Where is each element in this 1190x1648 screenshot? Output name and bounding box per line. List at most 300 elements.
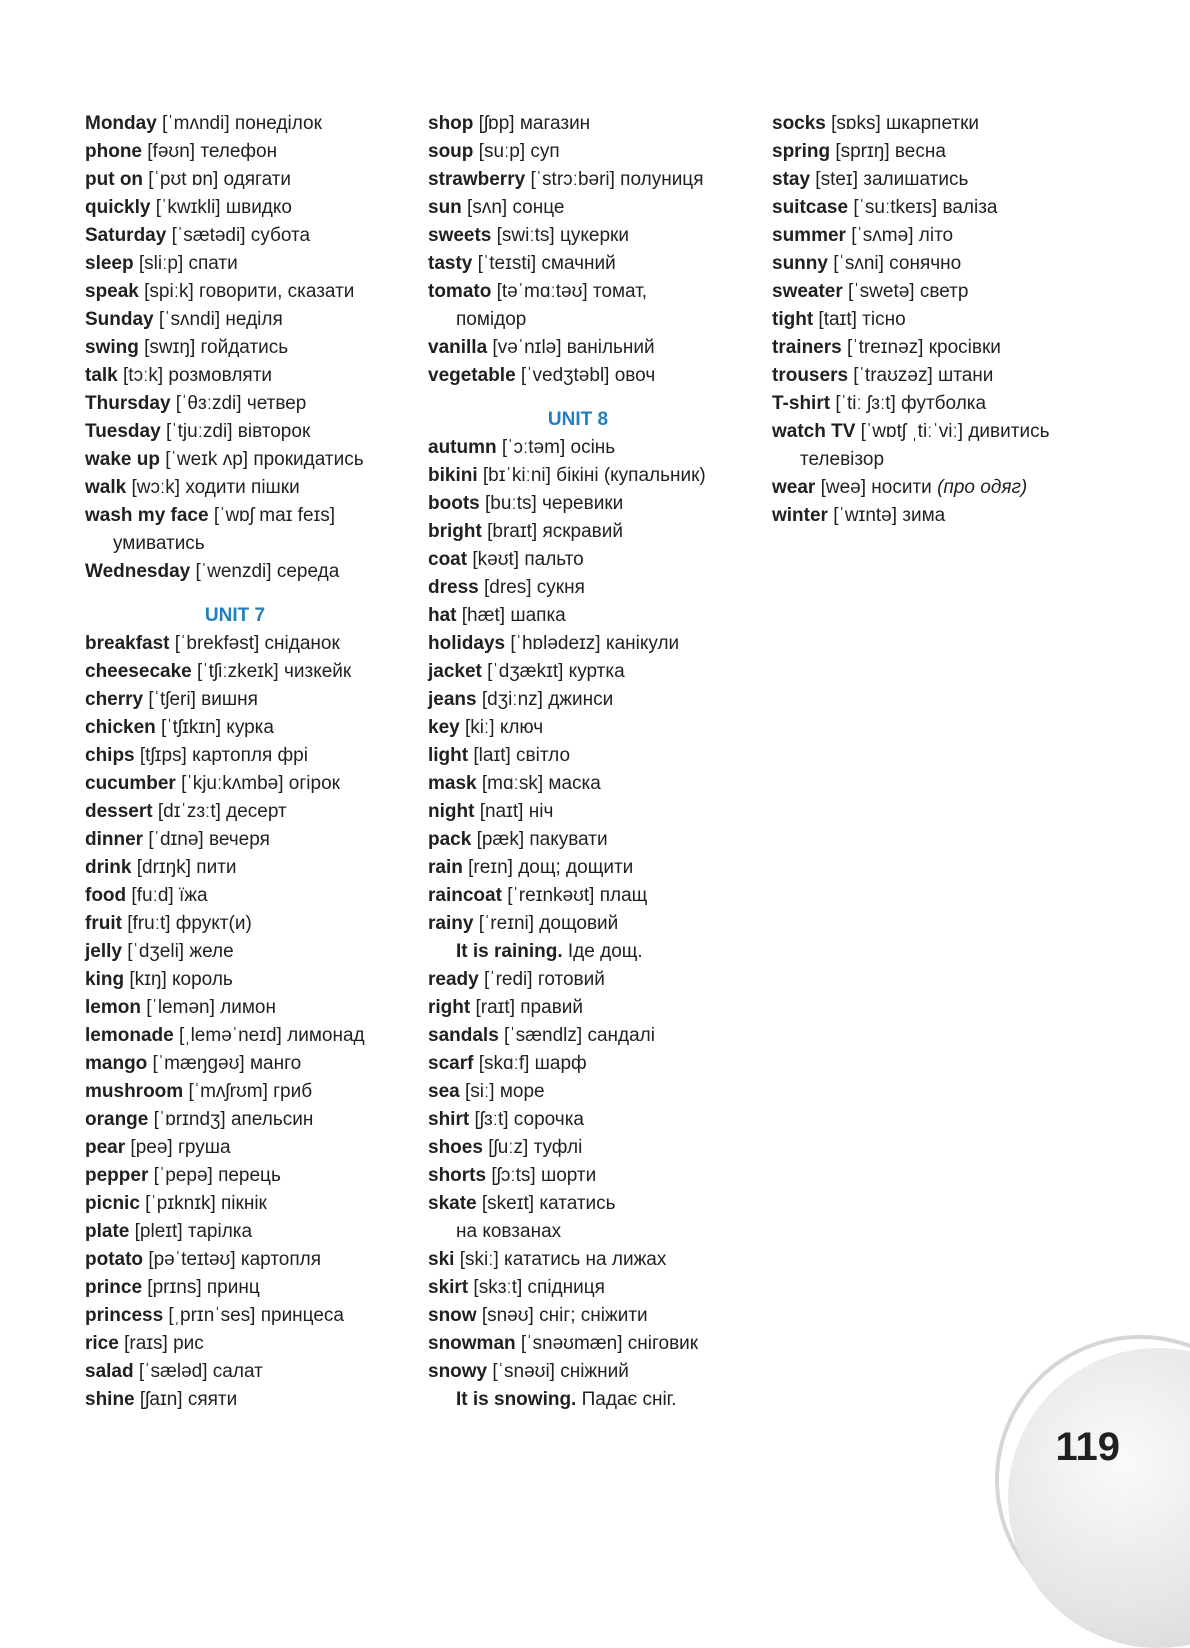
glossary-entry — [428, 1386, 758, 1414]
entry-definition: [braɪt] яскравий — [481, 521, 624, 542]
entry-word: summer — [772, 225, 846, 246]
glossary-entry — [85, 1106, 415, 1134]
unit-heading: UNIT 8 — [547, 409, 609, 430]
entry-definition: [ˈvedʒtəbl] овоч — [515, 365, 656, 386]
glossary-entry — [85, 362, 415, 390]
entry-word: Tuesday — [85, 421, 161, 442]
entry-definition: [ˈsʌmə] літо — [845, 225, 954, 246]
glossary-entry — [85, 1078, 415, 1106]
entry-word: walk — [85, 477, 127, 498]
glossary-entry — [428, 1078, 758, 1106]
entry-definition: [ˈkjuːkʌmbə] огірок — [175, 773, 340, 794]
glossary-entry — [772, 390, 1102, 418]
glossary-entry — [428, 1218, 758, 1246]
entry-definition: [ˈwɪntə] зима — [827, 505, 946, 526]
entry-definition: [ˈdʒækɪt] куртка — [481, 661, 625, 682]
entry-definition: [dres] сукня — [478, 577, 585, 598]
entry-definition: [ˈsʌndi] неділя — [153, 309, 283, 330]
entry-definition: [pæk] пакувати — [471, 829, 608, 850]
glossary-entry — [428, 826, 758, 854]
entry-definition: [ˈsnəʊi] сніжний — [487, 1361, 629, 1382]
entry-word: pepper — [85, 1165, 149, 1186]
entry-definition: [naɪt] ніч — [474, 801, 554, 822]
glossary-entry — [85, 938, 415, 966]
entry-definition: [ʃɒp] магазин — [473, 113, 591, 134]
entry-word: shorts — [428, 1165, 487, 1186]
glossary-entry — [428, 194, 758, 222]
entry-definition: [skɜːt] спідниця — [468, 1277, 605, 1298]
entry-word: speak — [85, 281, 139, 302]
entry-definition: [ˈtʃeri] вишня — [143, 689, 258, 710]
glossary-entry — [85, 334, 415, 362]
entry-word: put on — [85, 169, 144, 190]
entry-word: jeans — [428, 689, 477, 710]
glossary-entry — [772, 474, 1102, 502]
entry-word: vegetable — [428, 365, 516, 386]
entry-word: strawberry — [428, 169, 526, 190]
entry-word: T-shirt — [772, 393, 831, 414]
entry-word: quickly — [85, 197, 151, 218]
glossary-column-3 — [772, 110, 1102, 530]
entry-word: snowman — [428, 1333, 516, 1354]
entry-word: mango — [85, 1053, 148, 1074]
entry-definition: [ˈtjuːzdi] вівторок — [160, 421, 311, 442]
glossary-entry — [428, 222, 758, 250]
entry-definition: [ˈwɒʃ maɪ feɪs] — [208, 505, 336, 526]
entry-word: salad — [85, 1361, 134, 1382]
entry-definition: [hæt] шапка — [456, 605, 566, 626]
glossary-entry — [772, 138, 1102, 166]
entry-word: pear — [85, 1137, 126, 1158]
entry-word: chicken — [85, 717, 156, 738]
entry-word: stay — [772, 169, 811, 190]
entry-word: shine — [85, 1389, 135, 1410]
glossary-entry — [428, 1162, 758, 1190]
entry-definition: [ˈlemən] лимон — [140, 997, 276, 1018]
entry-definition: [ʃɜːt] сорочка — [469, 1109, 584, 1130]
entry-word: rain — [428, 857, 463, 878]
entry-definition: [ˈtiː ʃɜːt] футболка — [830, 393, 987, 414]
glossary-entry — [85, 278, 415, 306]
glossary-entry — [85, 1134, 415, 1162]
glossary-entry — [85, 910, 415, 938]
entry-word: breakfast — [85, 633, 170, 654]
entry-word: holidays — [428, 633, 506, 654]
glossary-entry — [772, 418, 1102, 446]
glossary-entry — [85, 994, 415, 1022]
glossary-entry — [428, 546, 758, 574]
glossary-entry — [428, 854, 758, 882]
entry-word: trousers — [772, 365, 849, 386]
glossary-entry — [85, 1330, 415, 1358]
entry-word: rice — [85, 1333, 119, 1354]
entry-word: light — [428, 745, 469, 766]
glossary-entry — [85, 250, 415, 278]
entry-word: Wednesday — [85, 561, 191, 582]
entry-definition: [prɪns] принц — [142, 1277, 260, 1298]
entry-word: trainers — [772, 337, 842, 358]
glossary-entry — [772, 278, 1102, 306]
entry-word: tasty — [428, 253, 473, 274]
entry-definition: [ˈwɒtʃ ˌtiːˈviː] дивитись — [855, 421, 1050, 442]
entry-word: shop — [428, 113, 474, 134]
glossary-entry — [85, 798, 415, 826]
glossary-entry — [428, 1190, 758, 1218]
glossary-entry — [428, 742, 758, 770]
glossary-entry — [772, 166, 1102, 194]
entry-definition: [ˈweɪk ʌp] прокидатись — [159, 449, 364, 470]
entry-definition: на ковзанах — [456, 1221, 562, 1242]
entry-definition: [ˈmʌndi] понеділок — [156, 113, 322, 134]
glossary-entry — [428, 1022, 758, 1050]
entry-word: cheesecake — [85, 661, 192, 682]
entry-definition: [ˈpepə] перець — [148, 1165, 281, 1186]
glossary-entry — [85, 1302, 415, 1330]
entry-definition: [laɪt] світло — [468, 745, 571, 766]
entry-word: snow — [428, 1305, 477, 1326]
entry-definition: [ˈbrekfəst] сніданок — [169, 633, 340, 654]
entry-word: ski — [428, 1249, 455, 1270]
glossary-entry — [85, 742, 415, 770]
entry-definition: [ˈtreɪnəz] кросівки — [841, 337, 1001, 358]
entry-definition: [sprɪŋ] весна — [830, 141, 946, 162]
entry-word: sleep — [85, 253, 134, 274]
glossary-entry — [428, 770, 758, 798]
entry-definition: [ʃaɪn] сяяти — [134, 1389, 238, 1410]
entry-definition: [ˈɒrɪndʒ] апельсин — [148, 1109, 314, 1130]
entry-definition: [ˈsnəʊmæn] сніговик — [515, 1333, 699, 1354]
glossary-entry — [85, 138, 415, 166]
entry-word: rainy — [428, 913, 474, 934]
entry-definition: [skeɪt] кататись — [476, 1193, 616, 1214]
entry-definition: умиватись — [113, 533, 205, 554]
entry-definition: [ˈθɜːzdi] четвер — [170, 393, 307, 414]
glossary-entry — [428, 1050, 758, 1078]
glossary-entry — [428, 1330, 758, 1358]
entry-list — [85, 630, 415, 1414]
entry-definition: [ˈreɪni] дощовий — [473, 913, 619, 934]
glossary-entry — [428, 110, 758, 138]
entry-word: sweets — [428, 225, 492, 246]
entry-word: picnic — [85, 1193, 140, 1214]
entry-word: boots — [428, 493, 480, 514]
entry-list — [428, 434, 758, 1414]
entry-list — [85, 110, 415, 586]
entry-word: swing — [85, 337, 139, 358]
glossary-entry — [85, 826, 415, 854]
entry-definition: [spiːk] говорити, сказати — [138, 281, 355, 302]
entry-word: autumn — [428, 437, 497, 458]
entry-definition: [snəʊ] сніг; сніжити — [476, 1305, 648, 1326]
entry-word: lemonade — [85, 1025, 174, 1046]
glossary-entry — [85, 1218, 415, 1246]
entry-definition: [bɪˈkiːni] бікіні (купальник) — [477, 465, 706, 486]
entry-word: sun — [428, 197, 462, 218]
entry-definition: [ˈdʒeli] желе — [121, 941, 234, 962]
entry-definition: [kəʊt] пальто — [467, 549, 584, 570]
glossary-entry — [85, 714, 415, 742]
entry-definition: [ˈhɒlədeɪz] канікули — [505, 633, 680, 654]
entry-word: right — [428, 997, 471, 1018]
entry-definition: [fruːt] фрукт(и) — [121, 913, 252, 934]
entry-definition: [ˈɔːtəm] осінь — [496, 437, 616, 458]
entry-definition: [ˈtʃiːzkeɪk] чизкейк — [191, 661, 352, 682]
glossary-entry — [428, 1274, 758, 1302]
glossary-entry — [428, 910, 758, 938]
glossary-entry — [772, 194, 1102, 222]
entry-definition: [ʃuːz] туфлі — [482, 1137, 583, 1158]
entry-word: key — [428, 717, 460, 738]
entry-definition: [təˈmɑːtəʊ] томат, — [491, 281, 648, 302]
entry-word: dress — [428, 577, 479, 598]
glossary-entry — [428, 1302, 758, 1330]
glossary-entry — [85, 222, 415, 250]
entry-word: phone — [85, 141, 142, 162]
unit-heading: UNIT 7 — [204, 605, 266, 626]
entry-word: wash my face — [85, 505, 209, 526]
glossary-entry — [428, 630, 758, 658]
entry-definition: [ˈsændlz] сандалі — [498, 1025, 655, 1046]
entry-definition: [skiː] кататись на лижах — [454, 1249, 667, 1270]
entry-list — [428, 110, 758, 390]
entry-definition: [ˈmæŋgəʊ] манго — [147, 1053, 302, 1074]
entry-word: pack — [428, 829, 472, 850]
entry-word: tomato — [428, 281, 492, 302]
entry-definition: [mɑːsk] маска — [476, 773, 601, 794]
glossary-entry — [428, 334, 758, 362]
entry-word: sandals — [428, 1025, 499, 1046]
glossary-entry — [85, 446, 415, 474]
entry-definition: [ʃɔːts] шорти — [486, 1165, 597, 1186]
entry-definition: [sʌn] сонце — [461, 197, 565, 218]
entry-definition: [ˈtraʊzəz] штани — [848, 365, 994, 386]
entry-definition: [dʒiːnz] джинси — [476, 689, 614, 710]
glossary-entry — [428, 882, 758, 910]
entry-word: dinner — [85, 829, 144, 850]
entry-word: watch TV — [772, 421, 856, 442]
glossary-entry — [85, 558, 415, 586]
entry-definition: [tɔːk] розмовляти — [117, 365, 273, 386]
entry-definition: [ˈsʌni] сонячно — [827, 253, 962, 274]
glossary-entry — [772, 110, 1102, 138]
entry-word: lemon — [85, 997, 141, 1018]
entry-definition: [reɪn] дощ; дощити — [462, 857, 634, 878]
entry-word: skate — [428, 1193, 477, 1214]
glossary-entry — [772, 306, 1102, 334]
glossary-entry — [428, 278, 758, 306]
entry-definition: [buːts] черевики — [479, 493, 624, 514]
entry-word: drink — [85, 857, 132, 878]
entry-definition: [swɪŋ] гойдатись — [138, 337, 289, 358]
entry-word: jelly — [85, 941, 122, 962]
entry-word: mushroom — [85, 1081, 184, 1102]
entry-definition: [ˈreɪnkəʊt] плащ — [501, 885, 648, 906]
glossary-entry — [85, 306, 415, 334]
entry-word: shirt — [428, 1109, 470, 1130]
glossary-entry — [428, 462, 758, 490]
entry-definition: [drɪŋk] пити — [131, 857, 237, 878]
glossary-entry — [428, 1106, 758, 1134]
entry-definition: [ˌleməˈneɪd] лимонад — [173, 1025, 365, 1046]
entry-word: bikini — [428, 465, 478, 486]
entry-word: sunny — [772, 253, 828, 274]
glossary-entry — [428, 138, 758, 166]
entry-word: wake up — [85, 449, 160, 470]
glossary-entry — [428, 714, 758, 742]
entry-definition: [kɪŋ] король — [124, 969, 233, 990]
entry-word: skirt — [428, 1277, 469, 1298]
entry-definition: [sɒks] шкарпетки — [825, 113, 980, 134]
entry-definition: Іде дощ. — [562, 941, 643, 962]
entry-word: socks — [772, 113, 826, 134]
entry-word: It is raining. — [456, 941, 563, 962]
entry-definition: [ˈpʊt ɒn] одягати — [143, 169, 292, 190]
entry-word: mask — [428, 773, 477, 794]
glossary-entry — [85, 1190, 415, 1218]
glossary-entry — [428, 966, 758, 994]
entry-definition: [ˈsætədi] субота — [166, 225, 311, 246]
entry-definition: [vəˈnɪlə] ванільний — [487, 337, 655, 358]
glossary-column-2 — [428, 110, 758, 1414]
entry-word: potato — [85, 1249, 144, 1270]
entry-word: winter — [772, 505, 828, 526]
entry-word: It is snowing. — [456, 1389, 577, 1410]
entry-word: talk — [85, 365, 118, 386]
entry-word: raincoat — [428, 885, 502, 906]
glossary-entry — [85, 474, 415, 502]
entry-definition: [ˈstrɔːbəri] полуниця — [525, 169, 704, 190]
glossary-entry — [85, 630, 415, 658]
entry-definition: [weə] носити — [815, 477, 938, 498]
entry-word: plate — [85, 1221, 130, 1242]
glossary-entry — [85, 502, 415, 530]
entry-definition: [ˈmʌʃrʊm] гриб — [183, 1081, 313, 1102]
entry-word: Saturday — [85, 225, 167, 246]
glossary-entry — [85, 530, 415, 558]
entry-word: scarf — [428, 1053, 474, 1074]
entry-definition: [ˈteɪsti] смачний — [472, 253, 616, 274]
glossary-entry — [85, 1050, 415, 1078]
glossary-entry — [85, 854, 415, 882]
entry-definition: [suːp] суп — [473, 141, 560, 162]
entry-word: ready — [428, 969, 479, 990]
glossary-entry — [772, 250, 1102, 278]
entry-definition: [sliːp] спати — [133, 253, 238, 274]
glossary-entry — [428, 686, 758, 714]
entry-word: snowy — [428, 1361, 488, 1382]
entry-definition: [ˈpɪknɪk] пікнік — [139, 1193, 267, 1214]
entry-definition: [skɑːf] шарф — [473, 1053, 587, 1074]
entry-definition: [ˈswetə] светр — [842, 281, 969, 302]
entry-definition: [steɪ] залишатись — [810, 169, 969, 190]
entry-word: food — [85, 885, 127, 906]
entry-word: sea — [428, 1081, 460, 1102]
entry-word: hat — [428, 605, 457, 626]
entry-word: night — [428, 801, 475, 822]
entry-word: orange — [85, 1109, 149, 1130]
glossary-entry — [428, 490, 758, 518]
glossary-entry — [428, 574, 758, 602]
glossary-entry — [772, 446, 1102, 474]
glossary-entry — [85, 1274, 415, 1302]
entry-definition: [ˈkwɪkli] швидко — [150, 197, 292, 218]
entry-definition: [dɪˈzɜːt] десерт — [152, 801, 287, 822]
entry-word: cherry — [85, 689, 144, 710]
glossary-entry — [428, 306, 758, 334]
glossary-entry — [428, 166, 758, 194]
entry-word: Monday — [85, 113, 157, 134]
entry-word: bright — [428, 521, 482, 542]
entry-definition: [tʃɪps] картопля фрі — [134, 745, 308, 766]
glossary-entry — [772, 334, 1102, 362]
entry-note: (про одяг) — [937, 477, 1028, 498]
entry-definition: [pəˈteɪtəʊ] картопля — [143, 1249, 322, 1270]
entry-definition: [swiːts] цукерки — [491, 225, 629, 246]
glossary-entry — [85, 1022, 415, 1050]
glossary-entry — [85, 166, 415, 194]
entry-definition: [fəʊn] телефон — [142, 141, 278, 162]
glossary-entry — [85, 882, 415, 910]
page-number: 119 — [1055, 1425, 1120, 1469]
glossary-entry — [85, 1358, 415, 1386]
entry-definition: [ˌprɪnˈses] принцеса — [163, 1305, 344, 1326]
glossary-entry — [85, 194, 415, 222]
glossary-entry — [85, 966, 415, 994]
glossary-entry — [85, 1162, 415, 1190]
entry-word: Thursday — [85, 393, 171, 414]
glossary-entry — [772, 362, 1102, 390]
entry-definition: [siː] море — [459, 1081, 545, 1102]
entry-definition: [peə] груша — [125, 1137, 231, 1158]
entry-word: dessert — [85, 801, 153, 822]
entry-word: tight — [772, 309, 814, 330]
glossary-entry — [428, 1358, 758, 1386]
glossary-entry — [428, 250, 758, 278]
glossary-entry — [85, 770, 415, 798]
entry-word: jacket — [428, 661, 482, 682]
glossary-entry — [428, 994, 758, 1022]
entry-word: king — [85, 969, 125, 990]
glossary-entry — [772, 222, 1102, 250]
entry-definition: [wɔːk] ходити пішки — [126, 477, 300, 498]
glossary-entry — [85, 1246, 415, 1274]
entry-word: prince — [85, 1277, 143, 1298]
entry-definition: [raɪt] правий — [470, 997, 584, 1018]
entry-word: soup — [428, 141, 474, 162]
glossary-entry — [85, 418, 415, 446]
entry-word: princess — [85, 1305, 164, 1326]
entry-definition: [ˈredi] готовий — [478, 969, 605, 990]
entry-definition: Падає сніг. — [576, 1389, 677, 1410]
entry-definition: [ˈsæləd] салат — [133, 1361, 263, 1382]
entry-word: suitcase — [772, 197, 849, 218]
glossary-entry — [428, 1246, 758, 1274]
entry-word: cucumber — [85, 773, 176, 794]
glossary-entry — [428, 658, 758, 686]
entry-definition: [taɪt] тісно — [813, 309, 906, 330]
entry-word: sweater — [772, 281, 843, 302]
entry-definition: [ˈdɪnə] вечеря — [143, 829, 270, 850]
entry-definition: [ˈsuːtkeɪs] валіза — [848, 197, 998, 218]
entry-word: coat — [428, 549, 468, 570]
glossary-entry — [772, 502, 1102, 530]
glossary-column-1 — [85, 110, 415, 1414]
glossary-entry — [428, 1134, 758, 1162]
entry-definition: [pleɪt] тарілка — [129, 1221, 253, 1242]
entry-word: shoes — [428, 1137, 483, 1158]
entry-definition: [ˈwenzdi] середа — [190, 561, 340, 582]
entry-definition: [kiː] ключ — [459, 717, 544, 738]
